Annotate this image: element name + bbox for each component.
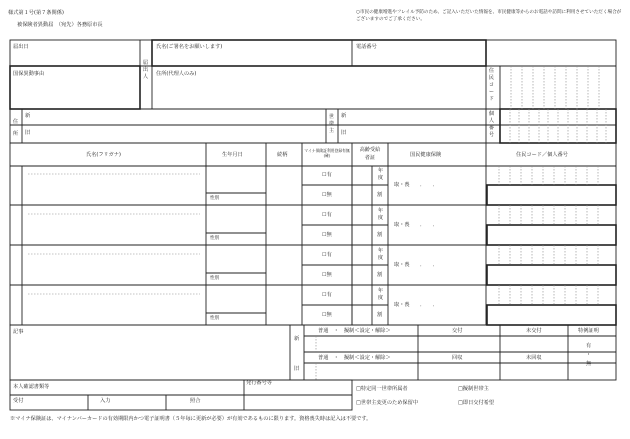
issue-date: 取・喪 ． ． [394, 182, 439, 188]
new-row-options: 普通 ・ 擬制＜設定・解除＞ [318, 328, 391, 334]
issue-date: 取・喪 ． ． [394, 302, 439, 308]
footer-note: ※マイナ保険証は、マイナンバーカードの有効期限内かつ電子証明書（５年毎に更新が必要）が有効であるものに限ります。資格喪失時は記入は不要です。 [10, 416, 372, 422]
head-change-pending-checkbox[interactable]: □世帯主変更のため保留中 [356, 400, 418, 406]
mynumber-no[interactable]: ☐無 [322, 192, 332, 198]
mynumber-yes[interactable]: ☐有 [322, 252, 332, 258]
issued-label: 交付 [452, 328, 463, 334]
old-label: 旧 [294, 366, 300, 372]
mynumber-yes[interactable]: ☐有 [322, 172, 332, 178]
mynumber-no[interactable]: ☐無 [322, 232, 332, 238]
not-issued-label: 未交付 [526, 328, 542, 334]
name-kana-header: 氏名(フリガナ) [86, 152, 121, 158]
mynumber-header: マイナ保険証利用登録有無(確) [304, 148, 350, 158]
deemed-head-checkbox[interactable]: □擬制世帯主 [458, 386, 489, 392]
privacy-notice: ○市民の健康増進やフレイル予防のため、ご記入いただいた情報を、市民健康等からのお電話や訪問に利用させていただく場合がございますのでご了承ください。 [356, 10, 622, 22]
gender-label: 性別 [210, 276, 220, 281]
verified-label: 照合 [190, 398, 201, 404]
new-label: 新 [294, 336, 300, 342]
resident-code-label: 住民コード [488, 68, 495, 102]
issue-number-label: 発行番号等 [246, 380, 272, 386]
elderly-header: 高齢受給者証 [359, 147, 381, 161]
special-yes-no: 有 ・ 無 [586, 343, 592, 367]
issue-date: 取・喪 ． ． [394, 262, 439, 268]
special-household-checkbox[interactable]: □特定同一世帯所属者 [356, 386, 408, 392]
form-number: 様式第１号(第７条関係) [8, 10, 64, 16]
ratio-label: 割 [377, 272, 383, 278]
not-collected-label: 未回収 [526, 355, 542, 361]
relation-header: 続柄 [277, 152, 288, 158]
reason-label: 国保異動事由 [13, 71, 45, 77]
ratio-label: 割 [377, 192, 383, 198]
same-day-issue-checkbox[interactable]: □即日交付希望 [458, 400, 495, 406]
address-label: 住所 [12, 119, 19, 137]
received-label: 受付 [13, 398, 24, 404]
gender-label: 性別 [210, 196, 220, 201]
code-number-header: 住民コード／個人番号 [516, 152, 568, 158]
old-row-options: 普通 ・ 擬制＜設定・解除＞ [318, 355, 391, 361]
fiscal-year-label: 年度 [377, 168, 384, 181]
personal-number-label: 個人番号 [488, 111, 495, 138]
mynumber-no[interactable]: ☐無 [322, 272, 332, 278]
fiscal-year-label: 年度 [377, 208, 384, 221]
gender-label: 性別 [210, 236, 220, 241]
mynumber-yes[interactable]: ☐有 [322, 212, 332, 218]
householder-old: 旧 [341, 130, 347, 136]
householder-new: 新 [341, 113, 347, 119]
ratio-label: 割 [377, 312, 383, 318]
collected-label: 回収 [452, 355, 463, 361]
name-label: 氏名(ご署名をお願いします) [156, 44, 223, 50]
nhi-header: 国民健康保険 [410, 152, 442, 158]
proxy-address-label: 住所(代理人のみ) [156, 71, 197, 77]
address-old: 旧 [25, 130, 31, 136]
householder-label: 世帯主 [328, 114, 335, 134]
notes-label: 記事 [13, 329, 24, 335]
ratio-label: 割 [377, 232, 383, 238]
id-docs-label: 本人確認書類等 [13, 384, 50, 390]
submit-date-label: 届出日 [13, 44, 29, 50]
mynumber-no[interactable]: ☐無 [322, 312, 332, 318]
notifier-label: 届出人 [142, 60, 149, 80]
fiscal-year-label: 年度 [377, 248, 384, 261]
birth-header: 生年月日 [222, 152, 243, 158]
phone-label: 電話番号 [356, 44, 377, 50]
entered-label: 入力 [100, 398, 111, 404]
form-title: 被保険者異動届 （宛先）各務原市長 [17, 22, 103, 28]
address-new: 新 [25, 113, 31, 119]
fiscal-year-label: 年度 [377, 288, 384, 301]
issue-date: 取・喪 ． ． [394, 222, 439, 228]
special-cert-label: 特例証明 [578, 328, 599, 334]
gender-label: 性別 [210, 316, 220, 321]
mynumber-yes[interactable]: ☐有 [322, 292, 332, 298]
